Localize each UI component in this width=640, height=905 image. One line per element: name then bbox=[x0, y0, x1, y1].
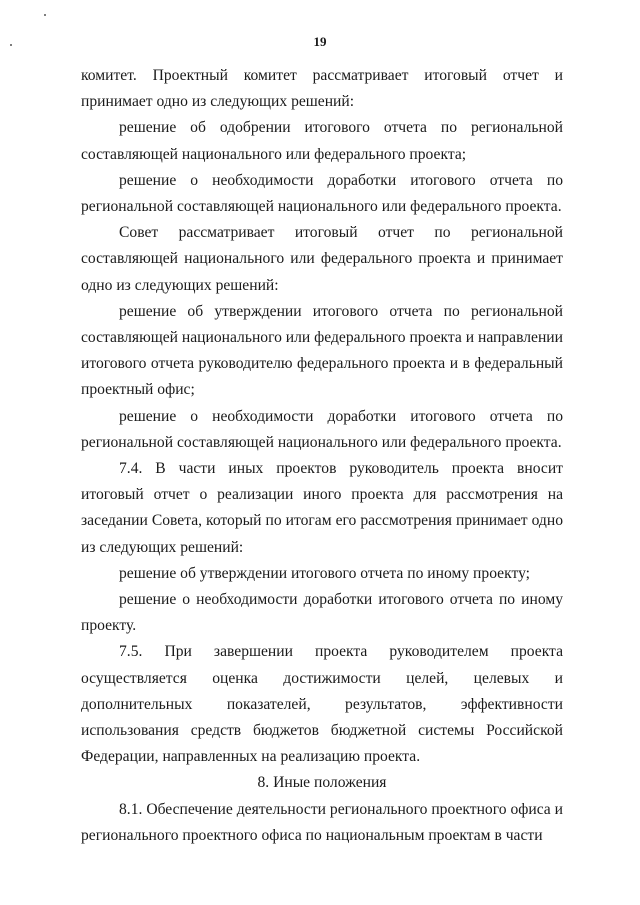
paragraph-7-4: 7.4. В части иных проектов руководитель проекта вносит итоговый отчет о реализации иного проекта для рассмотрения на заседании Совета, который по итогам его рассмотрения принимает одно из следующих решений: bbox=[81, 460, 563, 556]
paragraph-decision-other-rework: решение о необходимости доработки итогового отчета по иному проекту. bbox=[81, 591, 563, 635]
paragraph-continuation: комитет. Проектный комитет рассматривает итоговый отчет и принимает одно из следующих решений: bbox=[81, 67, 563, 111]
paragraph-7-5: 7.5. При завершении проекта руководителем проекта осуществляется оценка достижимости целей, целевых и дополнительных показателей, результатов, эффективности использования средств бюджетов бюджетной системы Российской Федерации, направленных на реализацию проекта. bbox=[81, 643, 563, 766]
paragraph-council: Совет рассматривает итоговый отчет по региональной составляющей национального или федерального проекта и принимает одно из следующих решений: bbox=[81, 224, 563, 294]
body-text bbox=[81, 63, 563, 849]
paragraph-decision-rework: решение о необходимости доработки итогового отчета по региональной составляющей национального или федерального проекта. bbox=[81, 171, 563, 216]
paragraph-decision-other-confirm: решение об утверждении итогового отчета по иному проекту; bbox=[119, 564, 531, 582]
paragraph-decision-rework-2: решение о необходимости доработки итогового отчета по региональной составляющей национального или федерального проекта. bbox=[81, 407, 563, 451]
page-number: 19 bbox=[313, 34, 327, 49]
paragraph-decision-confirm: решение об утверждении итогового отчета по региональной составляющей национального или федерального проекта и направлении итогового отчета руководителю федерального проекта и в федеральный проектный офис; bbox=[81, 302, 563, 399]
scan-artifact bbox=[44, 14, 46, 16]
paragraph-8-1: 8.1. Обеспечение деятельности регионального проектного офиса и регионального проектного офиса по национальным проектам в части bbox=[81, 800, 563, 844]
paragraph-decision-approve: решение об одобрении итогового отчета по региональной составляющей национального или федерального проекта; bbox=[81, 119, 563, 163]
section-heading-8: 8. Иные положения bbox=[257, 774, 387, 792]
